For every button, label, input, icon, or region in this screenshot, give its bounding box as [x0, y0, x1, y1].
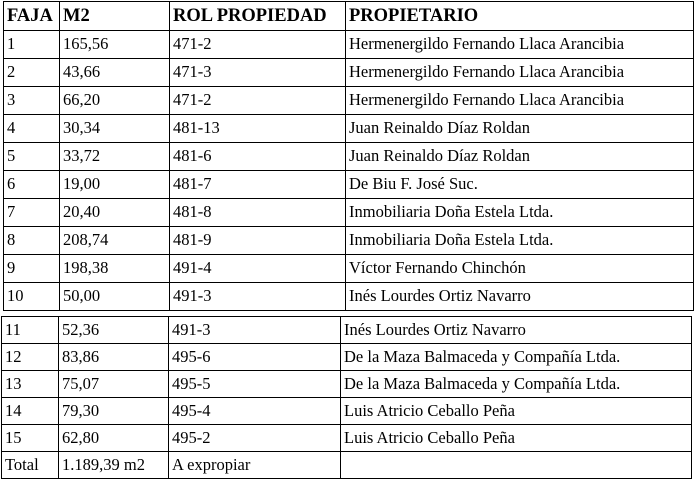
- total-m2: 1.189,39 m2: [59, 452, 169, 479]
- cell-m2: 62,80: [59, 425, 169, 452]
- cell-m2: 33,72: [60, 143, 170, 171]
- cell-rol-propiedad: 481-7: [170, 171, 346, 199]
- cell-rol-propiedad: 495-6: [169, 344, 341, 371]
- cell-rol-propiedad: 471-2: [170, 87, 346, 115]
- table-row: [2, 425, 692, 452]
- table-row: [2, 398, 692, 425]
- cell-faja: 10: [4, 283, 60, 311]
- cell-propietario: Inmobiliaria Doña Estela Ltda.: [346, 199, 694, 227]
- cell-faja: 6: [4, 171, 60, 199]
- cell-m2: 208,74: [60, 227, 170, 255]
- cell-faja: 13: [2, 371, 59, 398]
- cell-m2: 52,36: [59, 317, 169, 344]
- cell-propietario: Víctor Fernando Chinchón: [346, 255, 694, 283]
- cell-m2: 79,30: [59, 398, 169, 425]
- cell-faja: 11: [2, 317, 59, 344]
- cell-m2: 19,00: [60, 171, 170, 199]
- cell-rol-propiedad: 481-8: [170, 199, 346, 227]
- cell-faja: 2: [4, 59, 60, 87]
- table-row: [4, 255, 694, 283]
- cell-propietario: Inés Lourdes Ortiz Navarro: [341, 317, 692, 344]
- properties-table-part-2: [1, 316, 692, 479]
- cell-m2: 75,07: [59, 371, 169, 398]
- cell-propietario: Hermenergildo Fernando Llaca Arancibia: [346, 87, 694, 115]
- cell-rol-propiedad: 481-13: [170, 115, 346, 143]
- total-label: Total: [2, 452, 59, 479]
- cell-propietario: Inés Lourdes Ortiz Navarro: [346, 283, 694, 311]
- total-note: A expropiar: [169, 452, 341, 479]
- cell-propietario: De la Maza Balmaceda y Compañía Ltda.: [341, 344, 692, 371]
- table-row: [4, 227, 694, 255]
- table-row: [4, 199, 694, 227]
- table-row: [2, 344, 692, 371]
- cell-m2: 43,66: [60, 59, 170, 87]
- cell-faja: 8: [4, 227, 60, 255]
- table-row: [4, 87, 694, 115]
- header-rol-propiedad: ROL PROPIEDAD: [170, 2, 346, 31]
- cell-propietario: De la Maza Balmaceda y Compañía Ltda.: [341, 371, 692, 398]
- cell-propietario: Luis Atricio Ceballo Peña: [341, 425, 692, 452]
- header-propietario: PROPIETARIO: [346, 2, 694, 31]
- total-empty: [341, 452, 692, 479]
- cell-m2: 66,20: [60, 87, 170, 115]
- cell-faja: 5: [4, 143, 60, 171]
- table-row: [4, 171, 694, 199]
- properties-table-part-1: [3, 1, 694, 311]
- cell-faja: 12: [2, 344, 59, 371]
- table-row: [2, 371, 692, 398]
- table-row: [2, 317, 692, 344]
- cell-faja: 4: [4, 115, 60, 143]
- cell-propietario: Inmobiliaria Doña Estela Ltda.: [346, 227, 694, 255]
- cell-rol-propiedad: 491-3: [169, 317, 341, 344]
- cell-m2: 83,86: [59, 344, 169, 371]
- cell-rol-propiedad: 495-5: [169, 371, 341, 398]
- cell-m2: 165,56: [60, 31, 170, 59]
- cell-propietario: Luis Atricio Ceballo Peña: [341, 398, 692, 425]
- cell-m2: 50,00: [60, 283, 170, 311]
- table-body-part-2: [2, 317, 692, 479]
- total-row: [2, 452, 692, 479]
- table-row: [4, 143, 694, 171]
- cell-faja: 14: [2, 398, 59, 425]
- cell-m2: 20,40: [60, 199, 170, 227]
- cell-propietario: Juan Reinaldo Díaz Roldan: [346, 143, 694, 171]
- cell-rol-propiedad: 471-2: [170, 31, 346, 59]
- header-faja: FAJA: [4, 2, 60, 31]
- cell-rol-propiedad: 495-2: [169, 425, 341, 452]
- cell-faja: 1: [4, 31, 60, 59]
- header-m2: M2: [60, 2, 170, 31]
- cell-faja: 9: [4, 255, 60, 283]
- cell-m2: 198,38: [60, 255, 170, 283]
- cell-rol-propiedad: 481-9: [170, 227, 346, 255]
- cell-rol-propiedad: 481-6: [170, 143, 346, 171]
- cell-faja: 7: [4, 199, 60, 227]
- table-body-part-1: [4, 31, 694, 311]
- table-row: [4, 59, 694, 87]
- table-row: [4, 283, 694, 311]
- cell-rol-propiedad: 495-4: [169, 398, 341, 425]
- header-row: [4, 2, 694, 31]
- cell-propietario: Hermenergildo Fernando Llaca Arancibia: [346, 31, 694, 59]
- table-row: [4, 115, 694, 143]
- cell-rol-propiedad: 491-3: [170, 283, 346, 311]
- cell-faja: 3: [4, 87, 60, 115]
- table-row: [4, 31, 694, 59]
- cell-propietario: Juan Reinaldo Díaz Roldan: [346, 115, 694, 143]
- cell-rol-propiedad: 491-4: [170, 255, 346, 283]
- cell-propietario: Hermenergildo Fernando Llaca Arancibia: [346, 59, 694, 87]
- cell-m2: 30,34: [60, 115, 170, 143]
- cell-faja: 15: [2, 425, 59, 452]
- cell-propietario: De Biu F. José Suc.: [346, 171, 694, 199]
- cell-rol-propiedad: 471-3: [170, 59, 346, 87]
